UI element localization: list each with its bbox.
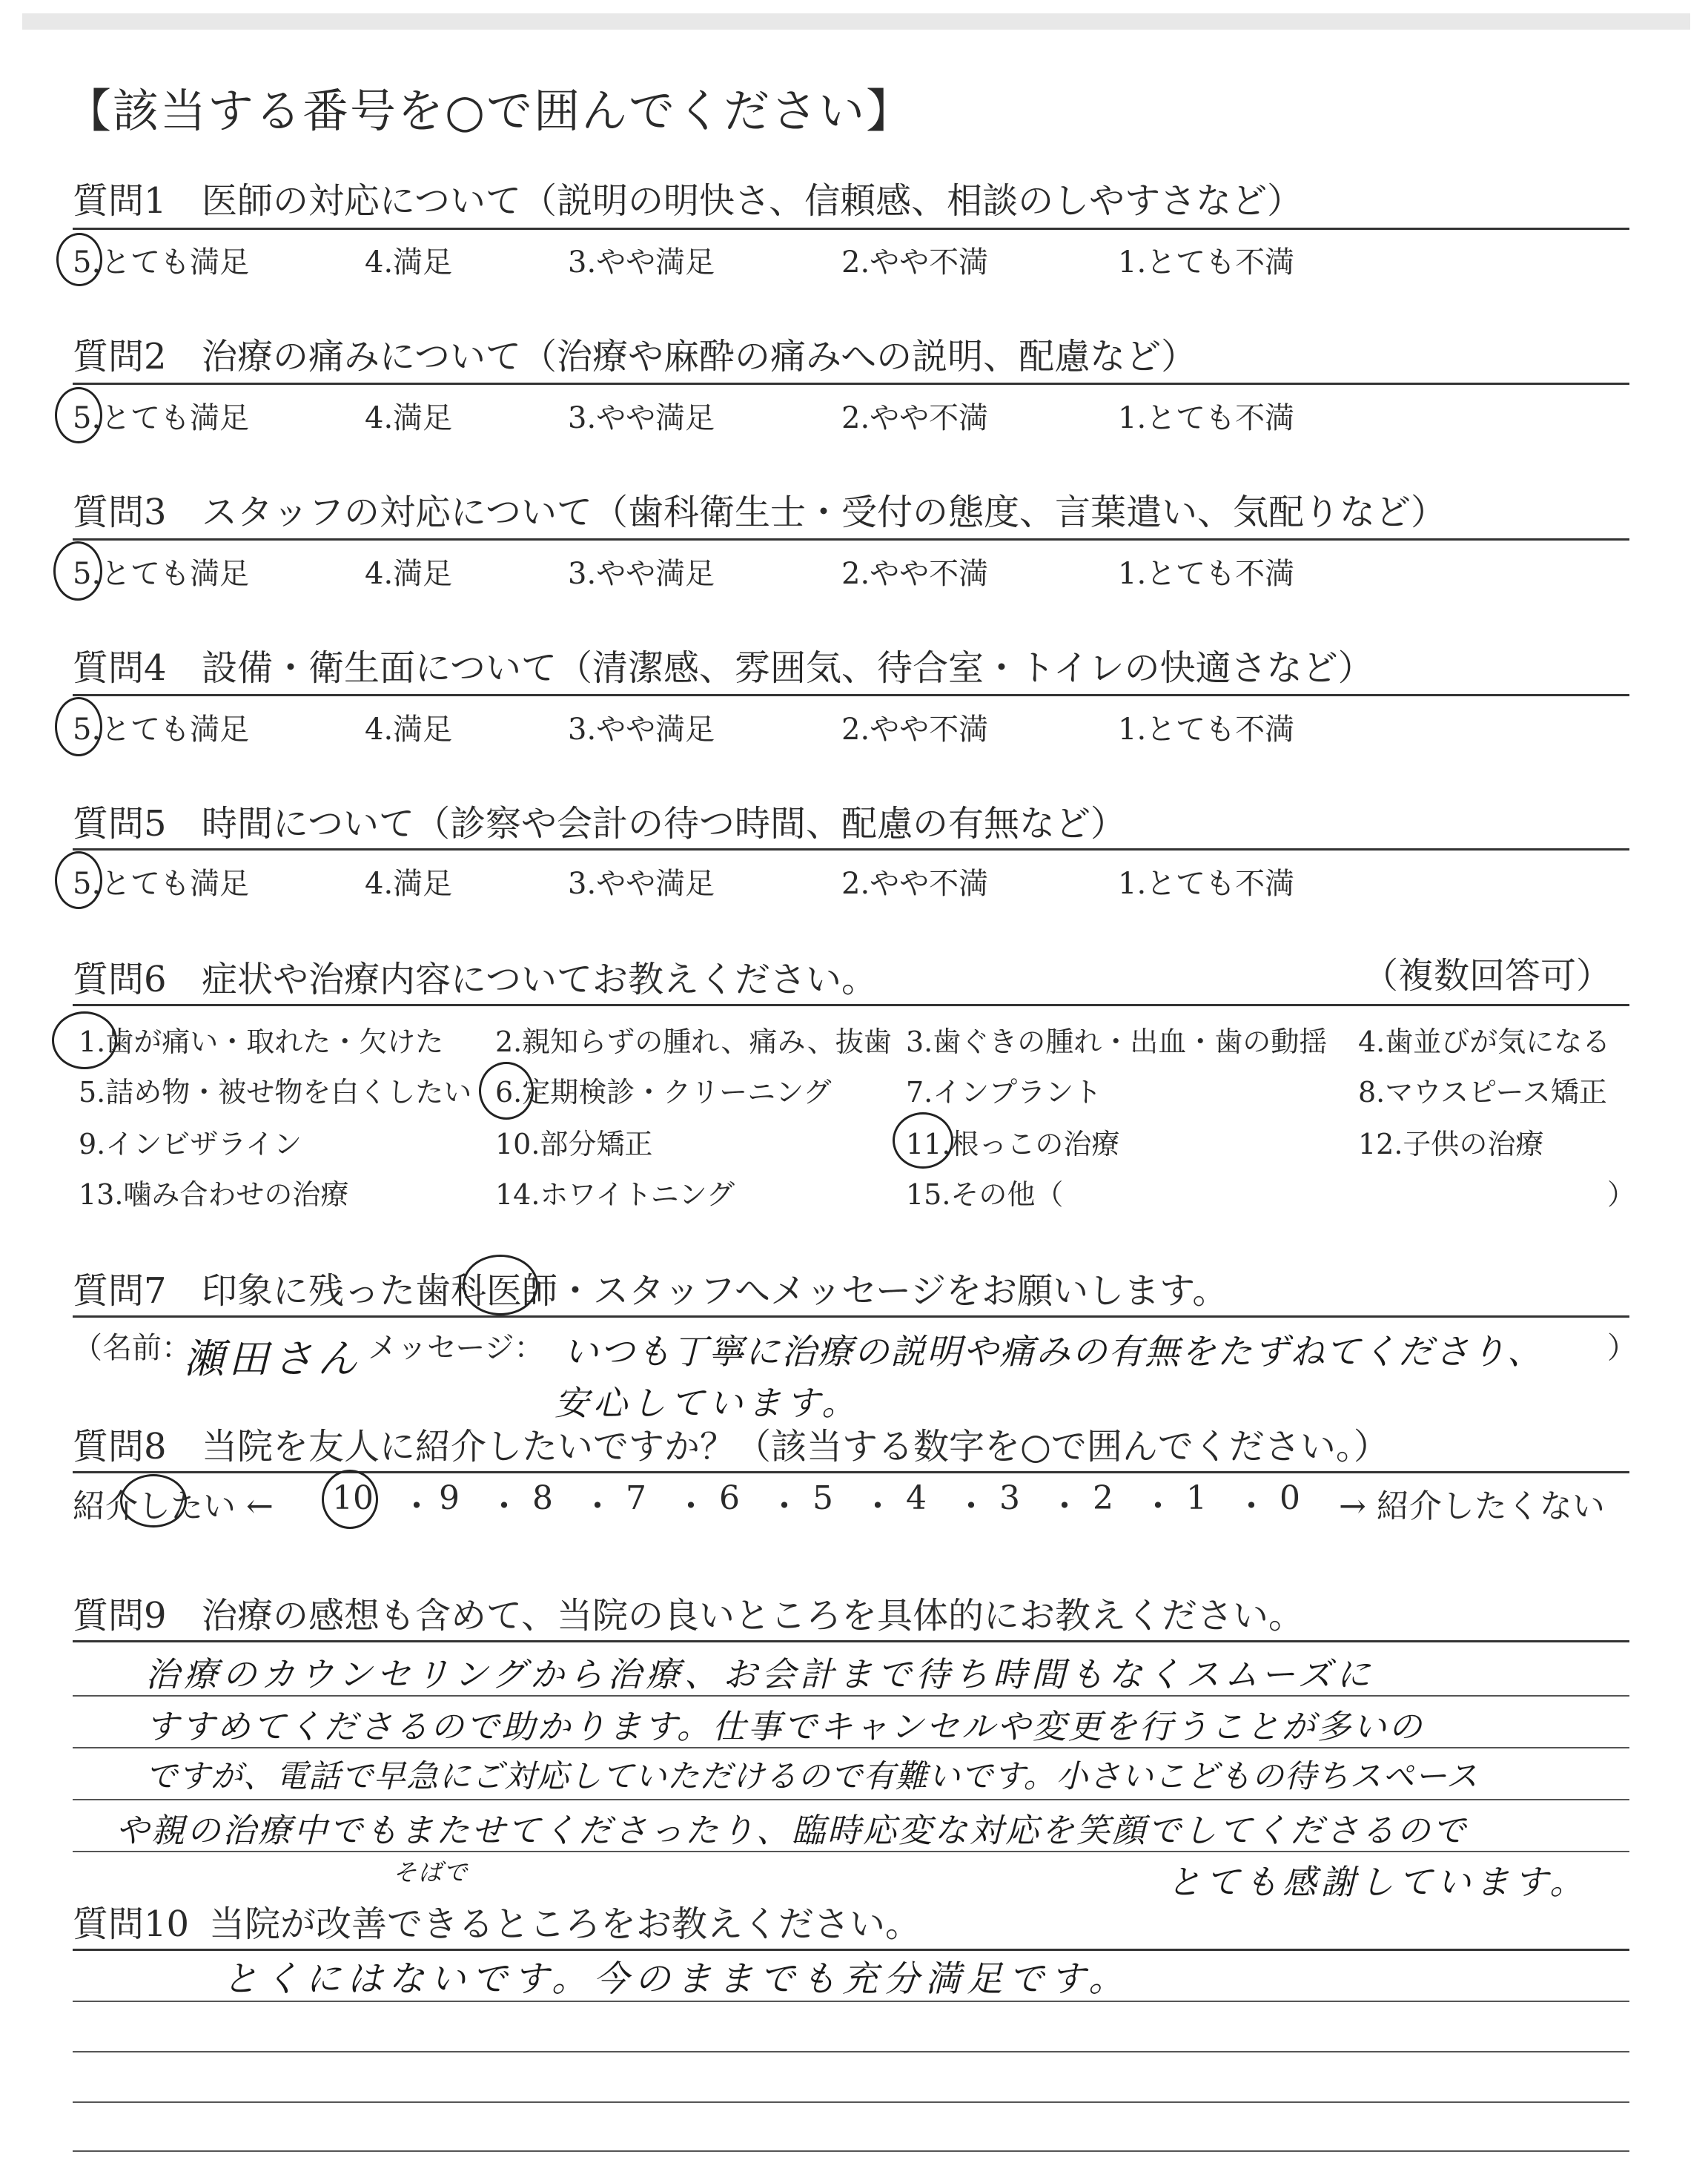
q9-answer-line-2: すすめてくださるので助かります。仕事でキャンセルや変更を行うことが多いの <box>145 1707 1424 1746</box>
scale-7[interactable]: 7 <box>626 1479 646 1517</box>
scale-10[interactable]: 10 <box>332 1479 374 1517</box>
q6-option-1[interactable]: 1.歯が痛い・取れた・欠けた <box>79 1025 444 1058</box>
q6-option-5[interactable]: 5.詰め物・被せ物を白くしたい <box>79 1076 472 1109</box>
question-number: 質問2 <box>73 336 167 377</box>
recommend-right-label: → 紹介したくない <box>1339 1487 1605 1525</box>
page-title: 【該当する番号を○で囲んでください】 <box>65 84 914 138</box>
q2-option-5[interactable]: 5.とても満足 <box>73 401 250 435</box>
question-2 <box>73 328 1196 379</box>
scale-5[interactable]: 5 <box>812 1479 833 1517</box>
q6-option-13[interactable]: 13.噛み合わせの治療 <box>79 1178 349 1211</box>
scan-top-edge <box>22 13 1690 30</box>
selection-circle <box>56 233 102 286</box>
answer-line <box>73 2051 1629 2052</box>
q2-option-3[interactable]: 3.やや満足 <box>568 401 715 435</box>
q1-option-3[interactable]: 3.やや満足 <box>568 245 715 280</box>
q6-option-4[interactable]: 4.歯並びが気になる <box>1358 1025 1611 1058</box>
scale-dot: ・ <box>1142 1487 1174 1525</box>
question-text: 治療の痛みについて（治療や麻酔の痛みへの説明、配慮など） <box>202 336 1197 377</box>
q3-option-3[interactable]: 3.やや満足 <box>568 557 715 591</box>
q6-option-15[interactable]: 15.その他（ <box>906 1178 1064 1211</box>
question-text: 症状や治療内容についてお教えください。 <box>202 959 878 1000</box>
question-text: 印象に残った歯科医師・スタッフへメッセージをお願いします。 <box>202 1270 1228 1312</box>
scale-dot: ・ <box>400 1487 433 1525</box>
q4-option-3[interactable]: 3.やや満足 <box>568 713 715 747</box>
question-4 <box>73 639 1374 690</box>
divider <box>73 1471 1629 1473</box>
divider <box>73 538 1629 541</box>
scale-dot: ・ <box>675 1487 707 1525</box>
question-number: 質問4 <box>73 647 167 689</box>
q9-answer-line-3: ですが、電話で早急にご対応していただけるので有難いです。小さいこどもの待ちスペース <box>145 1758 1479 1795</box>
q1-option-4[interactable]: 4.満足 <box>365 245 453 280</box>
divider <box>73 1004 1629 1006</box>
scale-9[interactable]: 9 <box>439 1479 460 1517</box>
selection-circle <box>52 1011 117 1069</box>
answer-line <box>73 2101 1629 2103</box>
name-value: 瀬田さん <box>184 1335 362 1382</box>
divider <box>73 694 1629 696</box>
scale-dot: ・ <box>1235 1487 1268 1525</box>
q4-option-2[interactable]: 2.やや不満 <box>841 713 989 747</box>
answer-line <box>73 1799 1629 1800</box>
q3-option-2[interactable]: 2.やや不満 <box>841 557 989 591</box>
scale-dot: ・ <box>581 1487 614 1525</box>
multiple-answers-note: （複数回答可） <box>1363 955 1612 997</box>
q1-option-2[interactable]: 2.やや不満 <box>841 245 989 280</box>
scale-1[interactable]: 1 <box>1186 1479 1207 1517</box>
question-7 <box>73 1262 1228 1313</box>
q6-option-12[interactable]: 12.子供の治療 <box>1358 1128 1544 1160</box>
q1-option-1[interactable]: 1.とても不満 <box>1118 245 1295 280</box>
question-9 <box>73 1587 1304 1638</box>
scale-8[interactable]: 8 <box>532 1479 553 1517</box>
question-text: 時間について（診察や会計の待つ時間、配慮の有無など） <box>202 803 1127 845</box>
name-label: （名前： <box>73 1331 191 1365</box>
question-text: 治療の感想も含めて、当院の良いところを具体的にお教えください。 <box>202 1595 1305 1636</box>
selection-circle <box>55 851 102 909</box>
q6-option-11[interactable]: 11.根っこの治療 <box>906 1128 1120 1160</box>
selection-circle <box>120 1474 187 1527</box>
q5-option-4[interactable]: 4.満足 <box>365 867 453 901</box>
q5-option-2[interactable]: 2.やや不満 <box>841 867 989 901</box>
question-10 <box>73 1895 921 1946</box>
selection-circle <box>479 1062 534 1120</box>
scale-dot: ・ <box>955 1487 987 1525</box>
scale-dot: ・ <box>488 1487 520 1525</box>
question-6 <box>73 951 877 1002</box>
scale-2[interactable]: 2 <box>1093 1479 1113 1517</box>
q9-insert-note: そばで <box>393 1858 469 1886</box>
recommend-left-label: 紹介したい ← <box>73 1487 274 1525</box>
q6-option-14[interactable]: 14.ホワイトニング <box>495 1178 735 1211</box>
message-line-2: 安心しています。 <box>555 1383 861 1423</box>
q10-answer: とくにはないです。今のままでも充分満足です。 <box>222 1958 1131 2000</box>
q4-option-4[interactable]: 4.満足 <box>365 713 453 747</box>
q2-option-4[interactable]: 4.満足 <box>365 401 453 435</box>
divider <box>73 228 1629 230</box>
question-number: 質問1 <box>73 180 167 222</box>
q5-option-5[interactable]: 5.とても満足 <box>73 867 250 901</box>
question-text: 当院が改善できるところをお教えください。 <box>209 1903 921 1945</box>
scale-3[interactable]: 3 <box>999 1479 1020 1517</box>
question-text: 医師の対応について（説明の明快さ、信頼感、相談のしやすさなど） <box>202 180 1303 222</box>
q3-option-4[interactable]: 4.満足 <box>365 557 453 591</box>
selection-circle <box>463 1255 538 1315</box>
message-close: ） <box>1607 1331 1637 1365</box>
question-text: 設備・衛生面について（清潔感、雰囲気、待合室・トイレの快適さなど） <box>202 647 1374 689</box>
question-number: 質問8 <box>73 1426 167 1467</box>
q4-option-1[interactable]: 1.とても不満 <box>1118 713 1295 747</box>
question-text: 当院を友人に紹介したいですか？（該当する数字を○で囲んでください。） <box>202 1426 1389 1467</box>
q6-option-6[interactable]: 6.定期検診・クリーニング <box>495 1076 832 1109</box>
question-number: 質問5 <box>73 803 167 845</box>
q9-answer-line-1: 治療のカウンセリングから治療、お会計まで待ち時間もなくスムーズに <box>145 1654 1375 1694</box>
scale-dot: ・ <box>861 1487 894 1525</box>
question-1 <box>73 172 1302 223</box>
q9-answer-line-4: や親の治療中でもまたせてくださったり、臨時応変な対応を笑顔でしてくださるので <box>116 1811 1469 1850</box>
answer-line <box>73 2150 1629 2152</box>
q6-option-9[interactable]: 9.インビザライン <box>79 1128 302 1160</box>
q6-option-8[interactable]: 8.マウスピース矯正 <box>1358 1076 1607 1109</box>
scale-4[interactable]: 4 <box>906 1479 927 1517</box>
q3-option-1[interactable]: 1.とても不満 <box>1118 557 1295 591</box>
scale-6[interactable]: 6 <box>719 1479 740 1517</box>
question-number: 質問6 <box>73 959 167 1000</box>
q4-option-5[interactable]: 5.とても満足 <box>73 713 250 747</box>
q6-option-3[interactable]: 3.歯ぐきの腫れ・出血・歯の動揺 <box>906 1025 1328 1058</box>
q6-option-15-close: ） <box>1607 1178 1636 1211</box>
question-number: 質問10 <box>73 1903 190 1945</box>
question-3 <box>73 483 1446 535</box>
divider <box>73 848 1629 851</box>
divider <box>73 1315 1629 1318</box>
scale-0[interactable]: 0 <box>1280 1479 1300 1517</box>
selection-circle <box>55 697 102 756</box>
q2-option-2[interactable]: 2.やや不満 <box>841 401 989 435</box>
question-number: 質問9 <box>73 1595 167 1636</box>
q5-option-1[interactable]: 1.とても不満 <box>1118 867 1295 901</box>
q2-option-1[interactable]: 1.とても不満 <box>1118 401 1295 435</box>
divider <box>73 383 1629 385</box>
q5-option-3[interactable]: 3.やや満足 <box>568 867 715 901</box>
q6-option-2[interactable]: 2.親知らずの腫れ、痛み、抜歯 <box>495 1025 892 1058</box>
divider <box>73 1640 1629 1642</box>
message-label: メッセージ： <box>368 1331 544 1365</box>
selection-circle <box>53 541 102 601</box>
q1-option-5[interactable]: 5.とても満足 <box>73 245 250 280</box>
selection-circle <box>55 387 102 443</box>
question-number: 質問3 <box>73 492 167 533</box>
scale-dot: ・ <box>1048 1487 1081 1525</box>
question-text: スタッフの対応について（歯科衛生士・受付の態度、言葉遣い、気配りなど） <box>202 492 1447 533</box>
question-number: 質問7 <box>73 1270 167 1312</box>
q6-option-10[interactable]: 10.部分矯正 <box>495 1128 653 1160</box>
selection-circle <box>322 1470 378 1529</box>
answer-line <box>73 2001 1629 2002</box>
q6-option-7[interactable]: 7.インプラント <box>906 1076 1102 1109</box>
question-8 <box>73 1418 1389 1469</box>
message-line-1: いつも丁寧に治療の説明や痛みの有無をたずねてくださり、 <box>563 1332 1543 1373</box>
question-5 <box>73 795 1126 846</box>
q9-answer-line-5: とても感謝しています。 <box>1167 1862 1589 1902</box>
selection-circle <box>893 1112 953 1169</box>
scale-dot: ・ <box>768 1487 801 1525</box>
q3-option-5[interactable]: 5.とても満足 <box>73 557 250 591</box>
